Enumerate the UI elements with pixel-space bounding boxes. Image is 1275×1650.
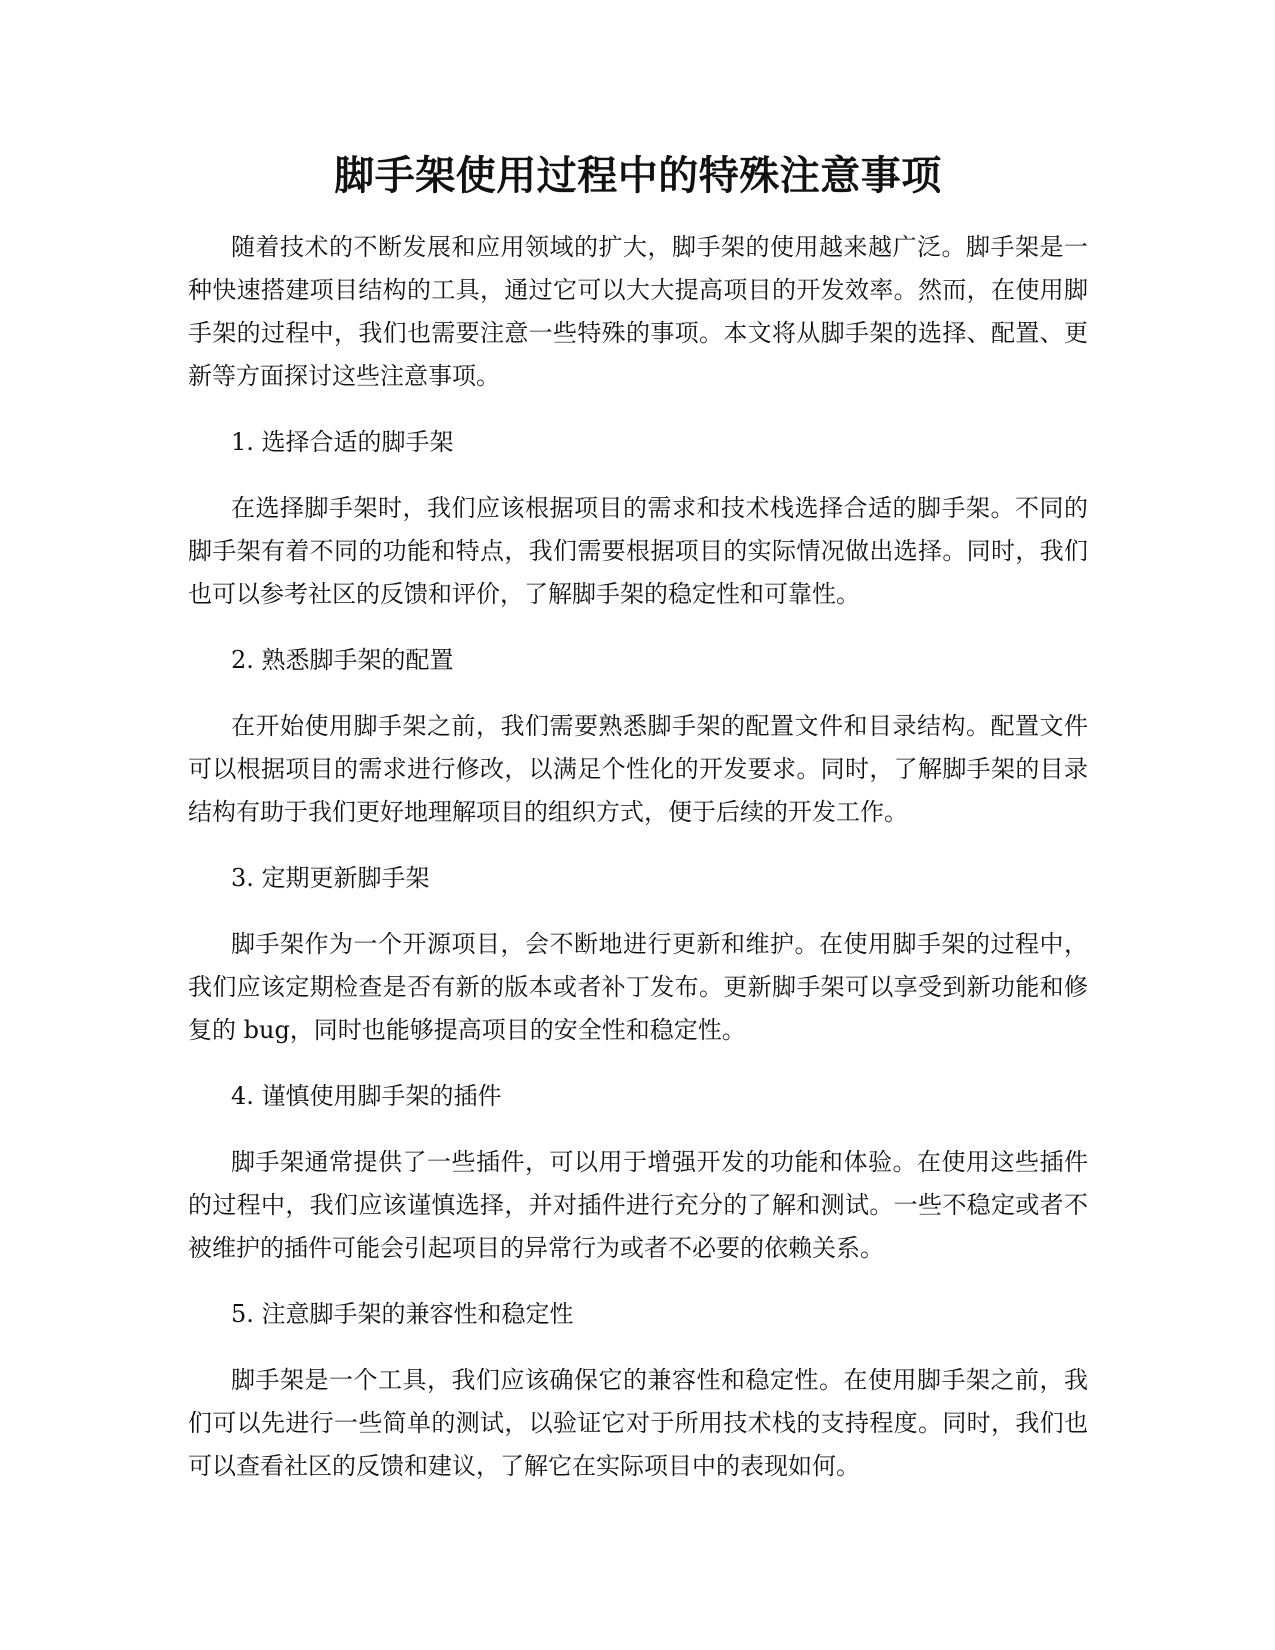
section-paragraph: 在开始使用脚手架之前，我们需要熟悉脚手架的配置文件和目录结构。配置文件可以根据项目的需求进行修改，以满足个性化的开发要求。同时，了解脚手架的目录结构有助于我们更好地理解项目的组织方式，便于后续的开发工作。: [188, 712, 1088, 826]
section-4: [188, 1075, 1088, 1270]
intro-paragraph: 随着技术的不断发展和应用领域的扩大，脚手架的使用越来越广泛。脚手架是一种快速搭建项目结构的工具，通过它可以大大提高项目的开发效率。然而，在使用脚手架的过程中，我们也需要注意一些特殊的事项。本文将从脚手架的选择、配置、更新等方面探讨这些注意事项。: [188, 233, 1088, 390]
section-paragraph: 脚手架是一个工具，我们应该确保它的兼容性和稳定性。在使用脚手架之前，我们可以先进行一些简单的测试，以验证它对于所用技术栈的支持程度。同时，我们也可以查看社区的反馈和建议，了解它在实际项目中的表现如何。: [188, 1366, 1088, 1480]
section-heading: 4. 谨慎使用脚手架的插件: [231, 1082, 502, 1110]
document-title: 脚手架使用过程中的特殊注意事项: [334, 153, 942, 199]
section-paragraph: 在选择脚手架时，我们应该根据项目的需求和技术栈选择合适的脚手架。不同的脚手架有着不同的功能和特点，我们需要根据项目的实际情况做出选择。同时，我们也可以参考社区的反馈和评价，了解脚手架的稳定性和可靠性。: [188, 494, 1088, 608]
section-heading: 5. 注意脚手架的兼容性和稳定性: [231, 1300, 574, 1328]
section-heading: 3. 定期更新脚手架: [231, 864, 430, 892]
section-heading: 2. 熟悉脚手架的配置: [231, 646, 454, 674]
section-2: [188, 639, 1088, 834]
section-heading: 1. 选择合适的脚手架: [231, 428, 454, 456]
section-1: [188, 421, 1088, 616]
section-5: [188, 1293, 1088, 1488]
document-body: [188, 226, 1088, 1488]
section-3: [188, 857, 1088, 1052]
section-paragraph: 脚手架通常提供了一些插件，可以用于增强开发的功能和体验。在使用这些插件的过程中，我们应该谨慎选择，并对插件进行充分的了解和测试。一些不稳定或者不被维护的插件可能会引起项目的异常行为或者不必要的依赖关系。: [188, 1148, 1088, 1262]
section-paragraph: 脚手架作为一个开源项目，会不断地进行更新和维护。在使用脚手架的过程中，我们应该定期检查是否有新的版本或者补丁发布。更新脚手架可以享受到新功能和修复的 bug，同时也能够提高项目的安全性和稳定性。: [188, 930, 1088, 1044]
document-page: [188, 148, 1088, 1511]
